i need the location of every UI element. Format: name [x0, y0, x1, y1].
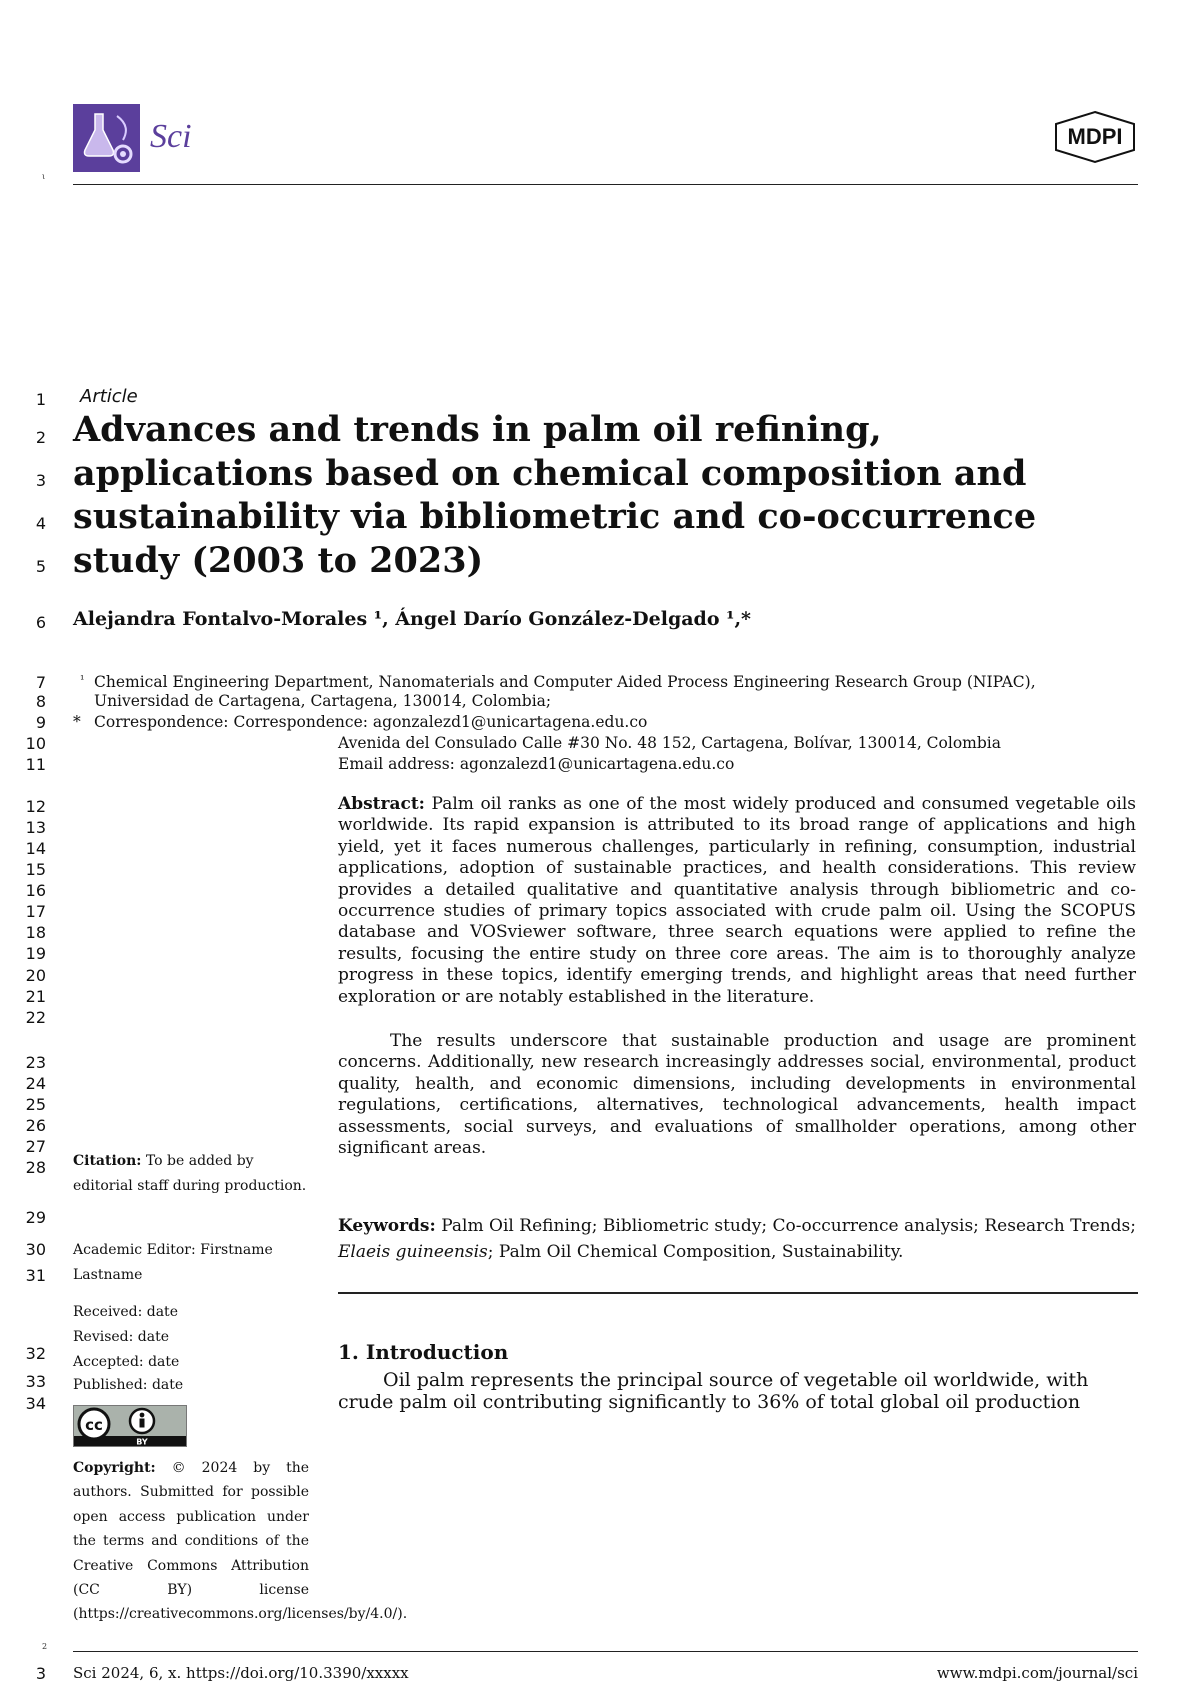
line-number: 33 [25, 1372, 46, 1391]
line-number: 29 [25, 1208, 46, 1227]
line-number: 17 [25, 902, 46, 921]
line-number: 9 [35, 713, 46, 732]
abstract-paragraph-2: The results underscore that sustainable production and usage are prominent concerns. Additionally, new research increasingly addresses social, environmental, product quality, health, and economic dimensions, including developments in environmental regulations, certifications, alternatives, technological advancements, health impact assessments, social surveys, and evaluations of smallholder operations, among other significant areas. [338, 1031, 1136, 1159]
line-number: 6 [35, 613, 46, 632]
line-number: 22 [25, 1008, 46, 1027]
header-rule [73, 184, 1138, 185]
line-number: 30 [25, 1240, 46, 1259]
intro-body [338, 1369, 1138, 1413]
keywords-text: Palm Oil Refining; Bibliometric study; Co-occurrence analysis; Research Trends; [441, 1216, 1136, 1236]
copyright-notice [73, 1456, 408, 1627]
line-number: 32 [25, 1344, 46, 1363]
line-number: 23 [25, 1053, 46, 1072]
correspondence-marker: * [73, 713, 81, 731]
line-number: 3 [35, 471, 46, 490]
title-line: applications based on chemical composition and [73, 452, 1027, 494]
line-number: 7 [35, 673, 46, 692]
keywords-text-end: ; Palm Oil Chemical Composition, Sustainability. [487, 1242, 904, 1262]
abstract-label: Abstract: [338, 794, 425, 814]
intro-line: crude palm oil contributing significantly to 36% of total global oil production [338, 1391, 1081, 1413]
line-number: 16 [25, 881, 46, 900]
title-line: Advances and trends in palm oil refining, [73, 409, 882, 450]
line-number: 11 [25, 755, 46, 774]
footer-line-number: 3 [35, 1664, 46, 1683]
citation-label: Citation: [73, 1153, 142, 1169]
line-number: 5 [35, 557, 46, 576]
line-number: 31 [25, 1266, 46, 1285]
correspondence-line: Correspondence: Correspondence: agonzalezd1@unicartagena.edu.co [94, 713, 648, 731]
accepted-date: Accepted: date [73, 1354, 180, 1370]
article-type: Article [80, 386, 138, 407]
line-number: 14 [25, 839, 46, 858]
mdpi-logo [1052, 110, 1138, 164]
line-number: 18 [25, 923, 46, 942]
email-line: Email address: agonzalezd1@unicartagena.edu.co [338, 755, 735, 773]
section-heading: 1. Introduction [338, 1340, 509, 1364]
line-number: 19 [25, 944, 46, 963]
author-list: Alejandra Fontalvo-Morales ¹, Ángel Darío González-Delgado ¹,* [73, 608, 751, 630]
line-number: 26 [25, 1116, 46, 1135]
line-number: 8 [35, 692, 46, 711]
flask-gear-icon [73, 104, 140, 172]
address-line: Avenida del Consulado Calle #30 No. 48 152, Cartagena, Bolívar, 130014, Colombia [338, 734, 1001, 752]
journal-url[interactable]: www.mdpi.com/journal/sci [936, 1664, 1138, 1682]
abstract [338, 794, 1136, 1160]
keywords [338, 1213, 1136, 1265]
line-number: 20 [25, 966, 46, 985]
citation-text: To be added by editorial staff during production. [73, 1153, 307, 1194]
svg-text:MDPI: MDPI [1067, 124, 1123, 149]
svg-text:cc: cc [85, 1416, 103, 1434]
title-line: sustainability via bibliometric and co-occurrence [73, 496, 1037, 537]
affiliation-line: Universidad de Cartagena, Cartagena, 130014, Colombia; [94, 692, 552, 710]
line-number: 25 [25, 1095, 46, 1114]
academic-editor: Academic Editor: Firstname Lastname [73, 1242, 273, 1283]
keywords-italic: Elaeis guineensis [338, 1242, 488, 1262]
title-line: study (2003 to 2023) [73, 539, 484, 581]
line-number: 15 [25, 860, 46, 879]
citation-block [73, 1149, 309, 1198]
keywords-label: Keywords: [338, 1216, 436, 1236]
copyright-label: Copyright: [73, 1460, 156, 1476]
abstract-paragraph [338, 794, 1136, 1008]
paper-title [73, 408, 1143, 582]
affiliation-line: Chemical Engineering Department, Nanomaterials and Computer Aided Process Engineering Research Group (NIPAC), [94, 673, 1036, 691]
footer-citation: Sci 2024, 6, x. https://doi.org/10.3390/xxxxx [73, 1664, 409, 1682]
received-date: Received: date [73, 1304, 178, 1320]
line-number: 1 [35, 390, 46, 409]
footer-line-number: 2 [42, 1642, 48, 1651]
creative-commons-icon [74, 1406, 186, 1446]
line-number: 12 [25, 797, 46, 816]
line-number: 10 [25, 734, 46, 753]
revised-date: Revised: date [73, 1329, 170, 1345]
intro-line: Oil palm represents the principal source of vegetable oil worldwide, with [383, 1369, 1089, 1391]
line-number: 2 [35, 428, 46, 447]
sci-journal-logo [73, 104, 140, 172]
line-number: 13 [25, 818, 46, 837]
line-number: 34 [25, 1394, 46, 1413]
published-date: Published: date [73, 1377, 184, 1393]
section-rule [338, 1292, 1138, 1294]
abstract-text: Palm oil ranks as one of the most widely produced and consumed vegetable oils worldwide. Its rapid expansion is attributed to its broad range of applications and high yield, yet it faces numerous challenges, particularly in refining, consumption, industrial applications, adoption of sustainable practices, and health considerations. This review provides a detailed qualitative and quantitative analysis through bibliometric and co-occurrence studies of primary topics associated with crude palm oil. Using the SCOPUS database and VOSviewer software, three search equations were applied to refine the results, focusing the entire study on three core areas. The aim is to thoroughly analyze progress in these topics, identify emerging trends, and highlight areas that need further exploration or are notably established in the literature. [338, 794, 1136, 1007]
line-number: 21 [25, 987, 46, 1006]
svg-text:BY: BY [136, 1437, 148, 1446]
copyright-text: © 2024 by the authors. Submitted for possible open access publication under the terms and conditions of the Creative Commons Attribution (CC BY) license (https://creativecommons.org/licenses/by/4.0/). [73, 1460, 408, 1623]
cc-by-license-badge[interactable] [73, 1405, 187, 1447]
line-number: 27 [25, 1137, 46, 1156]
footer-rule [73, 1651, 1138, 1652]
mdpi-hexagon-icon [1052, 110, 1138, 164]
journal-name: Sci [150, 118, 192, 155]
affiliation-marker: ¹ [80, 673, 85, 686]
line-number: 24 [25, 1074, 46, 1093]
line-number: 28 [25, 1158, 46, 1177]
line-number: 4 [35, 514, 46, 533]
margin-mark: ι [42, 172, 46, 181]
